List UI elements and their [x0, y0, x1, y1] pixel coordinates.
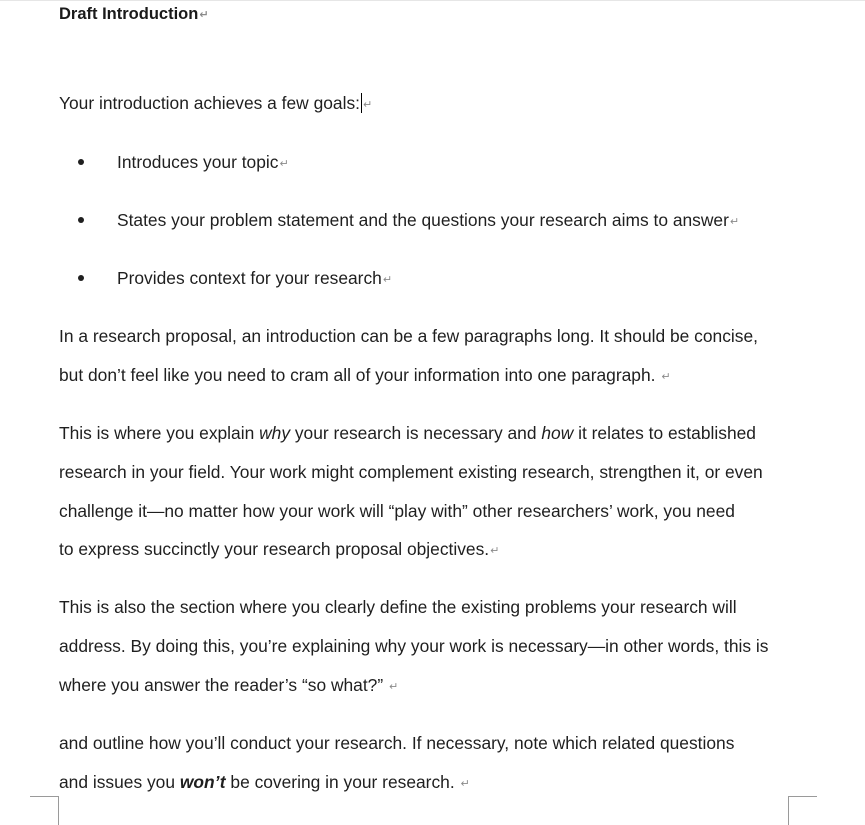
margin-corner-left-icon: [30, 796, 59, 825]
text-line: In a research proposal, an introduction can be a few paragraphs long. It should be concise,: [59, 326, 758, 346]
paragraph-mark: ↵: [382, 273, 393, 286]
text-line: but don’t feel like you need to cram all of your information into one paragraph.: [59, 364, 661, 385]
text-segment: it relates to established: [573, 423, 756, 443]
paragraph-mark: ↵: [490, 544, 500, 558]
text-cursor: [361, 93, 362, 113]
emphasis-wont: won’t: [179, 771, 226, 792]
text-segment: your research is necessary and: [290, 423, 542, 443]
text-line: research in your field. Your work might complement existing research, strengthen it, or even: [59, 461, 763, 482]
emphasis-why: why: [259, 423, 291, 443]
paragraph-mark: ↵: [362, 98, 373, 111]
text-segment: and issues you: [59, 771, 180, 792]
bullet-text: Introduces your topic: [117, 152, 279, 172]
text-line: where you answer the reader’s “so what?”: [59, 674, 388, 695]
paragraph-mark: ↵: [199, 8, 209, 21]
body-paragraph-2[interactable]: [59, 414, 819, 571]
bullet-text: States your problem statement and the questions your research aims to answer: [117, 210, 729, 230]
text-line: challenge it—no matter how your work will “play with” other researchers’ work, you need: [59, 500, 735, 521]
paragraph-mark: ↵: [460, 776, 470, 790]
bullet-icon: [78, 217, 84, 223]
intro-paragraph[interactable]: [59, 84, 819, 125]
body-paragraph-4[interactable]: [59, 724, 819, 804]
text-line: address. By doing this, you’re explaining why your work is necessary—in other words, this is: [59, 635, 769, 656]
bullet-text: Provides context for your research: [117, 268, 382, 288]
text-line: and outline how you’ll conduct your research. If necessary, note which related questions: [59, 733, 735, 753]
text-segment: This is where you explain: [59, 423, 260, 443]
bullet-list-item[interactable]: [0, 263, 865, 293]
bullet-icon: [78, 275, 84, 281]
text-line: to express succinctly your research proposal objectives.: [59, 539, 490, 560]
body-paragraph-3[interactable]: [59, 588, 819, 706]
paragraph-mark: ↵: [661, 369, 671, 383]
paragraph-mark: ↵: [729, 215, 740, 228]
intro-text: Your introduction achieves a few goals:: [59, 93, 360, 113]
document-heading[interactable]: [59, 5, 209, 24]
heading-text: Draft Introduction: [59, 5, 199, 23]
emphasis-how: how: [541, 423, 574, 443]
bullet-list-item[interactable]: [0, 205, 865, 235]
text-segment: be covering in your research.: [225, 771, 460, 792]
paragraph-mark: ↵: [279, 157, 289, 170]
bullet-list-item[interactable]: [0, 147, 865, 177]
margin-corner-right-icon: [788, 796, 817, 825]
paragraph-mark: ↵: [388, 679, 399, 693]
body-paragraph-1[interactable]: [59, 317, 819, 397]
text-line: This is also the section where you clearly define the existing problems your research will: [59, 597, 737, 617]
bullet-icon: [78, 159, 84, 165]
